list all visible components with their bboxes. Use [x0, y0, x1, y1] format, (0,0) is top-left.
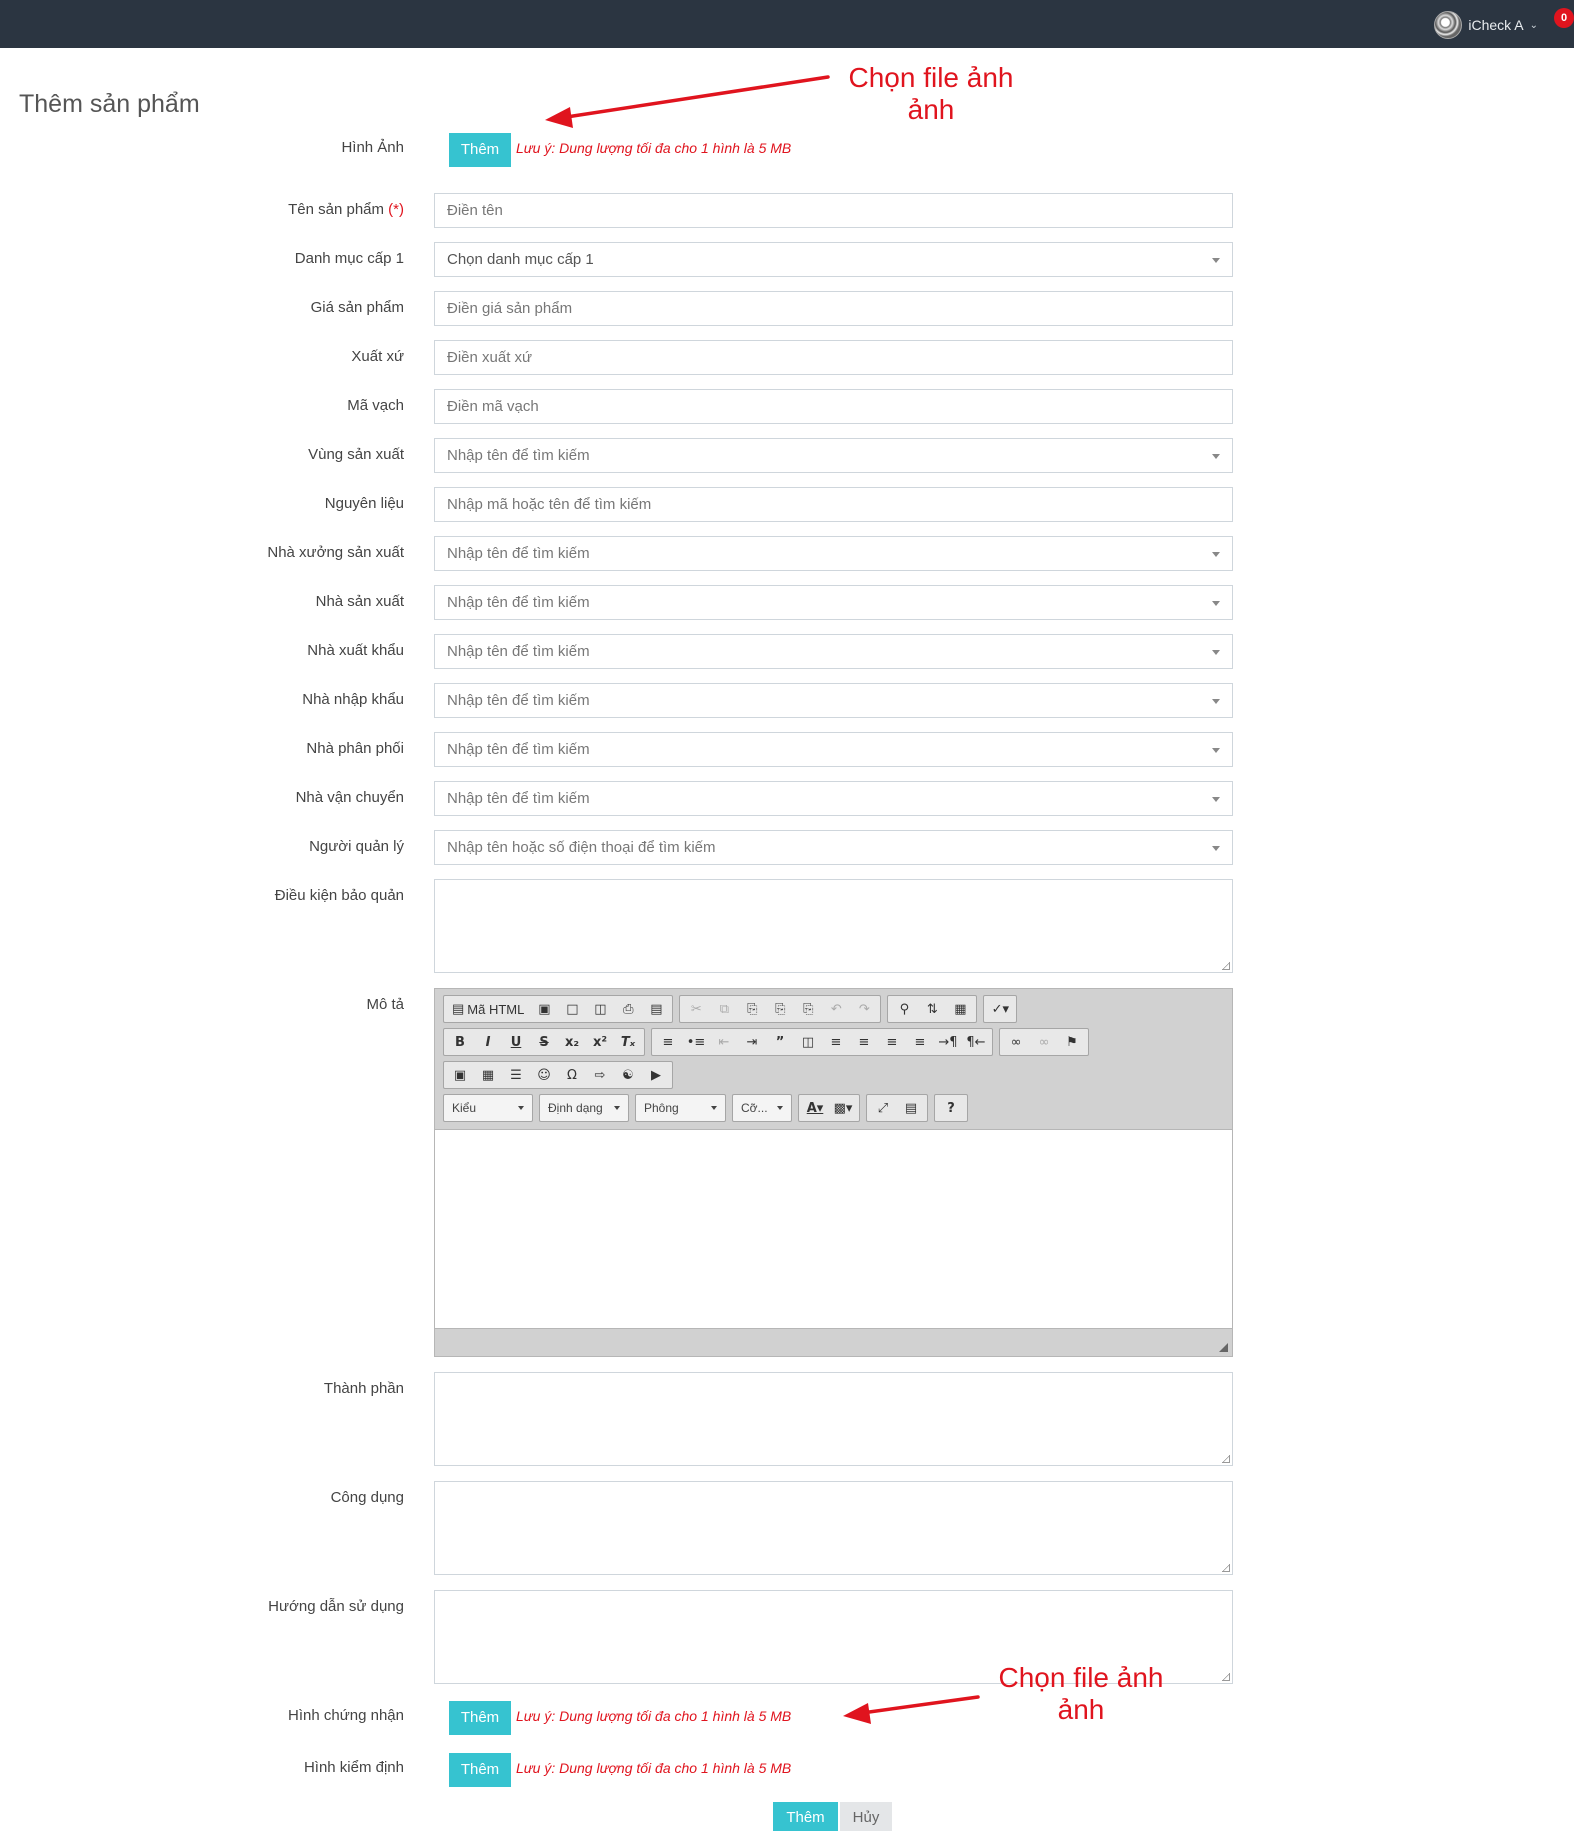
storage-field-label: Điều kiện bảo quản	[274, 887, 404, 904]
distributor-select[interactable]	[434, 732, 1233, 767]
submit-button[interactable]: Thêm	[773, 1802, 838, 1831]
distributor-field-label: Nhà phân phối	[306, 740, 404, 757]
source-html-label: Mã HTML	[467, 1001, 525, 1017]
caret-down-icon	[614, 1106, 620, 1110]
align-left-icon[interactable]: ≡	[830, 1034, 842, 1050]
arrow-top-head	[545, 107, 573, 128]
arrow-bottom-line	[862, 1697, 978, 1713]
video-icon[interactable]: ▶	[651, 1067, 661, 1083]
undo-icon[interactable]: ↶	[830, 1001, 842, 1017]
help-icon[interactable]: ?	[947, 1100, 955, 1116]
importer-select-placeholder: Nhập tên để tìm kiếm	[447, 692, 590, 709]
underline-icon[interactable]: U	[510, 1034, 522, 1050]
storage-textarea[interactable]	[434, 879, 1233, 973]
category-select-value: Chọn danh mục cấp 1	[447, 251, 594, 268]
anchor-flag-icon[interactable]: ⚑	[1066, 1034, 1078, 1050]
rich-text-editor	[434, 988, 1233, 1357]
paste-icon[interactable]: ⎘	[747, 1001, 758, 1017]
size-dropdown-label: Cỡ...	[741, 1101, 768, 1115]
price-field-label: Giá sản phẩm	[310, 299, 404, 316]
factory-select[interactable]	[434, 536, 1233, 571]
print-icon[interactable]: ⎙	[623, 1001, 634, 1017]
certificate-field-label: Hình chứng nhận	[288, 1707, 404, 1724]
numbered-list-icon[interactable]: ≡	[662, 1034, 674, 1050]
rtl-icon[interactable]: ¶←	[966, 1034, 986, 1050]
shipper-select-placeholder: Nhập tên để tìm kiếm	[447, 790, 590, 807]
paste-text-icon[interactable]: ⎘	[775, 1001, 786, 1017]
italic-icon[interactable]: I	[485, 1034, 491, 1050]
bold-icon[interactable]: B	[455, 1034, 465, 1050]
caret-down-icon	[1212, 552, 1220, 557]
annotation-bottom	[996, 1662, 1166, 1726]
shipper-field-label: Nhà vận chuyển	[295, 789, 404, 806]
region-field-label: Vùng sản xuất	[308, 446, 404, 463]
description-field-label: Mô tả	[366, 996, 404, 1013]
annotation-top-line2: ảnh	[907, 94, 955, 125]
notification-badge[interactable]: 0	[1554, 8, 1574, 28]
strikethrough-icon[interactable]: S	[539, 1034, 549, 1050]
importer-select[interactable]	[434, 683, 1233, 718]
avatar	[1434, 11, 1462, 39]
exporter-select[interactable]	[434, 634, 1233, 669]
annotation-bottom-line1: Chọn file ảnh	[998, 1662, 1164, 1693]
annotation-bottom-line2: ảnh	[1057, 1694, 1105, 1725]
region-select-placeholder: Nhập tên để tìm kiếm	[447, 447, 590, 464]
caret-down-icon	[1212, 258, 1220, 263]
manufacturer-select[interactable]	[434, 585, 1233, 620]
top-navbar	[0, 0, 1574, 48]
smiley-icon[interactable]: ☺	[537, 1067, 551, 1083]
format-dropdown-label: Định dạng	[548, 1101, 603, 1115]
resize-grip-icon[interactable]	[1222, 1564, 1230, 1572]
copy-icon[interactable]: ⧉	[719, 1001, 729, 1017]
required-mark: (*)	[388, 201, 404, 218]
ingredients-textarea[interactable]	[434, 1372, 1233, 1466]
manufacturer-select-placeholder: Nhập tên để tìm kiếm	[447, 594, 590, 611]
spellcheck-icon[interactable]: ✓▾	[991, 1001, 1010, 1017]
editor-footer	[435, 1330, 1232, 1356]
resize-grip-icon[interactable]	[1222, 1673, 1230, 1681]
origin-input[interactable]: Điền xuất xứ	[434, 340, 1233, 375]
caret-down-icon	[777, 1106, 783, 1110]
superscript-icon[interactable]: x²	[592, 1034, 608, 1050]
shipper-select[interactable]	[434, 781, 1233, 816]
annotation-top	[846, 62, 1016, 126]
font-dropdown-label: Phông	[644, 1101, 679, 1115]
select-all-icon[interactable]: ▦	[954, 1001, 967, 1017]
resize-grip-icon[interactable]	[1222, 962, 1230, 970]
instructions-field-label: Hướng dẫn sử dụng	[268, 1598, 404, 1615]
image-size-note: Lưu ý: Dung lượng tối đa cho 1 hình là 5 MB	[516, 140, 792, 156]
caret-down-icon	[1212, 699, 1220, 704]
material-field-label: Nguyên liệu	[324, 495, 404, 512]
certificate-size-note: Lưu ý: Dung lượng tối đa cho 1 hình là 5 MB	[516, 1708, 792, 1724]
blockquote-icon[interactable]: ”	[775, 1034, 785, 1050]
text-color-icon[interactable]: A▾	[806, 1100, 824, 1116]
link-icon[interactable]: ∞	[1010, 1034, 1022, 1050]
page-break-icon[interactable]: ⇨	[594, 1067, 606, 1083]
user-menu[interactable]	[1434, 10, 1538, 40]
format-dropdown[interactable]	[539, 1094, 629, 1122]
cut-icon[interactable]: ✂	[690, 1001, 702, 1017]
factory-field-label: Nhà xưởng sản xuất	[267, 544, 404, 561]
caret-down-icon	[1212, 797, 1220, 802]
material-input[interactable]: Nhập mã hoặc tên để tìm kiếm	[434, 487, 1233, 522]
align-right-icon[interactable]: ≡	[886, 1034, 898, 1050]
find-icon[interactable]: ⚲	[899, 1001, 910, 1017]
background-color-icon[interactable]: ▩▾	[833, 1100, 853, 1116]
manufacturer-field-label: Nhà sản xuất	[315, 593, 404, 610]
replace-icon[interactable]: ⇅	[926, 1001, 938, 1017]
exporter-select-placeholder: Nhập tên để tìm kiếm	[447, 643, 590, 660]
origin-field-label: Xuất xứ	[351, 348, 404, 365]
size-dropdown[interactable]	[732, 1094, 792, 1122]
image-icon[interactable]: ▣	[453, 1067, 467, 1083]
price-input[interactable]: Điền giá sản phẩm	[434, 291, 1233, 326]
caret-down-icon	[1212, 748, 1220, 753]
ingredients-field-label: Thành phần	[323, 1380, 404, 1397]
paste-word-icon[interactable]: ⎘	[803, 1001, 814, 1017]
barcode-field-label: Mã vạch	[347, 397, 404, 414]
redo-icon[interactable]: ↷	[858, 1001, 870, 1017]
region-select[interactable]	[434, 438, 1233, 473]
caret-down-icon	[1212, 601, 1220, 606]
div-container-icon[interactable]: ◫	[801, 1034, 815, 1050]
font-dropdown[interactable]	[635, 1094, 726, 1122]
new-page-icon[interactable]: □	[566, 1001, 579, 1017]
source-html-button[interactable]	[447, 997, 529, 1021]
distributor-select-placeholder: Nhập tên để tìm kiếm	[447, 741, 590, 758]
maximize-icon[interactable]: ⤢	[877, 1100, 889, 1116]
category-select[interactable]	[434, 242, 1233, 277]
style-dropdown[interactable]	[443, 1094, 533, 1122]
inspection-size-note: Lưu ý: Dung lượng tối đa cho 1 hình là 5 MB	[516, 1760, 792, 1776]
indent-icon[interactable]: ⇥	[746, 1034, 758, 1050]
barcode-input[interactable]: Điền mã vạch	[434, 389, 1233, 424]
editor-toolbar	[435, 989, 1232, 1129]
table-icon[interactable]: ▦	[481, 1067, 495, 1083]
outdent-icon[interactable]: ⇤	[718, 1034, 730, 1050]
importer-field-label: Nhà nhập khẩu	[302, 691, 404, 708]
image-field-label: Hình Ảnh	[341, 139, 404, 156]
caret-down-icon	[1212, 650, 1220, 655]
style-dropdown-label: Kiểu	[452, 1101, 477, 1115]
add-certificate-button[interactable]: Thêm	[449, 1701, 511, 1735]
resize-grip-icon[interactable]	[1219, 1343, 1228, 1352]
justify-icon[interactable]: ≡	[914, 1034, 926, 1050]
user-name: iCheck A	[1468, 17, 1524, 33]
manager-select-placeholder: Nhập tên hoặc số điện thoại để tìm kiếm	[447, 839, 716, 856]
save-icon[interactable]: ▣	[538, 1001, 551, 1017]
exporter-field-label: Nhà xuất khẩu	[307, 642, 404, 659]
align-center-icon[interactable]: ≡	[858, 1034, 870, 1050]
caret-down-icon	[711, 1106, 717, 1110]
caret-down-icon	[1212, 454, 1220, 459]
source-html-icon: ▤	[452, 1001, 465, 1016]
horizontal-line-icon[interactable]: ☰	[510, 1067, 522, 1083]
subscript-icon[interactable]: x₂	[564, 1034, 580, 1050]
iframe-globe-icon[interactable]: ☯	[622, 1067, 634, 1083]
preview-icon[interactable]: ◫	[594, 1001, 607, 1017]
inspection-field-label: Hình kiểm định	[303, 1759, 404, 1776]
add-image-button[interactable]: Thêm	[449, 133, 511, 167]
remove-format-icon[interactable]: Tₓ	[620, 1034, 636, 1050]
bulleted-list-icon[interactable]: •≡	[686, 1034, 706, 1050]
product-name-input[interactable]: Điền tên	[434, 193, 1233, 228]
page-title: Thêm sản phẩm	[19, 90, 200, 118]
name-field-label: Tên sản phẩm (*)	[288, 201, 404, 218]
cancel-button[interactable]: Hủy	[840, 1802, 892, 1831]
factory-select-placeholder: Nhập tên để tìm kiếm	[447, 545, 590, 562]
caret-down-icon	[518, 1106, 524, 1110]
show-blocks-icon[interactable]: ▤	[904, 1100, 918, 1116]
chevron-down-icon: ⌄	[1529, 19, 1538, 31]
category-field-label: Danh mục cấp 1	[294, 250, 404, 267]
arrow-top-line	[560, 77, 828, 118]
manager-select[interactable]	[434, 830, 1233, 865]
unlink-icon[interactable]: ∞	[1038, 1034, 1050, 1050]
ltr-icon[interactable]: →¶	[938, 1034, 958, 1050]
usage-textarea[interactable]	[434, 1481, 1233, 1575]
manager-field-label: Người quản lý	[309, 838, 404, 855]
add-inspection-button[interactable]: Thêm	[449, 1753, 511, 1787]
arrow-bottom-head	[843, 1703, 871, 1724]
annotation-top-line1: Chọn file ảnh	[848, 62, 1014, 93]
caret-down-icon	[1212, 846, 1220, 851]
template-icon[interactable]: ▤	[650, 1001, 663, 1017]
usage-field-label: Công dụng	[330, 1489, 404, 1506]
resize-grip-icon[interactable]	[1222, 1455, 1230, 1463]
editor-content-area[interactable]	[435, 1129, 1232, 1329]
special-char-icon[interactable]: Ω	[567, 1067, 577, 1083]
